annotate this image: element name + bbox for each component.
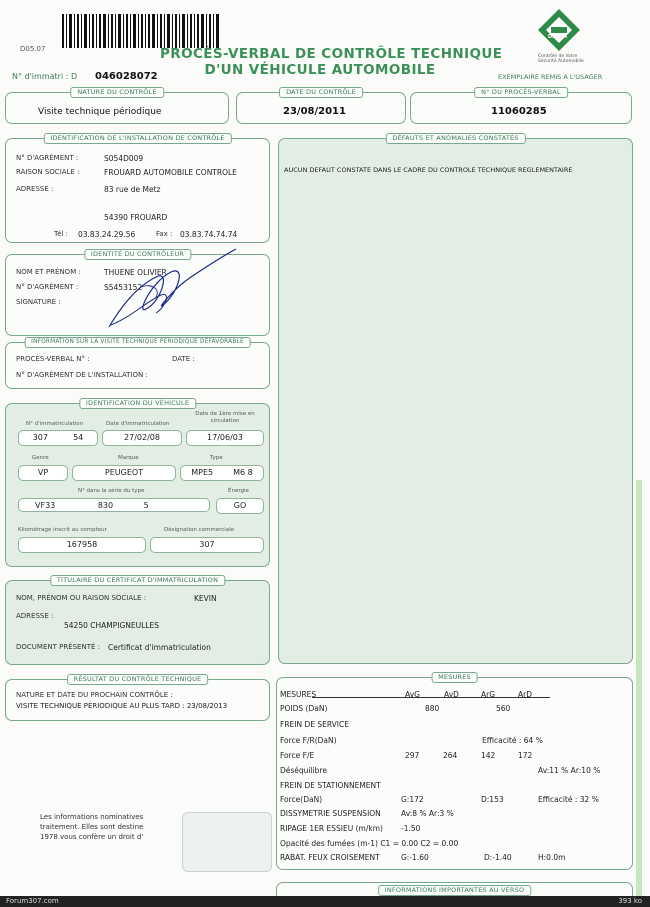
marque-field: PEUGEOT [72, 465, 176, 481]
defav-agrement-label: N° D'AGRÉMENT DE L'INSTALLATION : [16, 371, 148, 379]
defauts-text: AUCUN DEFAUT CONSTATE DANS LE CADRE DU CONTROLE TECHNIQUE REGLEMENTAIRE [284, 166, 573, 174]
mes-rabat-d: D:-1.40 [484, 853, 512, 862]
date-value: 23/08/2011 [283, 106, 346, 117]
genre-label: Genre [32, 455, 49, 461]
dekra-caption: Contrôle de Votre Sécurité Automobile [538, 54, 584, 64]
mes-col-avg: AvG [405, 690, 420, 699]
mes-rabat-h: H:0.0m [538, 853, 566, 862]
inst-tel-label: Tél : [54, 230, 68, 238]
tit-nom-label: NOM, PRÉNOM OU RAISON SOCIALE : [16, 594, 147, 602]
immat-redaction [51, 433, 71, 442]
inst-agrement-label: N° D'AGRÉMENT : [16, 154, 79, 162]
designation-label: Désignation commerciale [164, 527, 235, 533]
vehicule-header: IDENTIFICATION DU VÉHICULE [79, 398, 196, 409]
mes-force-ve-avg: 297 [405, 751, 420, 760]
notice-block [40, 812, 143, 842]
numero-value: 046028072 [95, 71, 158, 82]
energie-label: Énergie [228, 488, 249, 494]
date-1mc-label: Date de 1ère mise en circulation [195, 411, 255, 424]
notice-line2: traitement. Elles sont destine [40, 823, 144, 831]
defauts-header: DÉFAUTS ET ANOMALIES CONSTATÉS [385, 133, 525, 144]
tit-adresse-label: ADRESSE : [16, 612, 54, 620]
numero-label: N° d'immatri : D [12, 72, 78, 81]
notice-line3: 1978 vous confère un droit d' [40, 833, 144, 841]
immat-field [18, 430, 98, 446]
pv-value: 11060285 [491, 106, 547, 117]
inst-raison-value: FROUARD AUTOMOBILE CONTROLE [104, 168, 237, 177]
doc-ref: D05.07 [20, 45, 46, 53]
installation-box [5, 134, 270, 243]
mes-opacite-label: Opacité des fumées (m-1) C1 = 0.00 C2 = 0.00 [280, 839, 459, 848]
mes-force-ve-label: Force F/E [280, 751, 315, 760]
mes-deseq-value: Av:11 % Ar:10 % [538, 766, 601, 775]
type-value: MPE5 [191, 468, 214, 477]
mes-dissym-label: DISSYMETRIE SUSPENSION [280, 809, 381, 818]
type-field [180, 465, 264, 481]
date-box [236, 88, 406, 124]
controleur-header: IDENTITÉ DU CONTRÔLEUR [84, 249, 191, 260]
mes-dissym-value: Av:8 % Ar:3 % [401, 809, 454, 818]
mes-ripage-value: -1.50 [401, 824, 421, 833]
footer-left: Forum307.com [6, 897, 59, 905]
ctrl-agrement-label: N° D'AGRÉMENT : [16, 283, 79, 291]
inst-fax-label: Fax : [156, 230, 173, 238]
inst-raison-label: RAISON SOCIALE : [16, 168, 80, 176]
mes-col-ard: ArD [518, 690, 532, 699]
ctrl-signature-label: SIGNATURE : [16, 298, 61, 306]
serie-field [18, 498, 210, 512]
serie-value2: 830 [97, 501, 114, 510]
inst-agrement-value: S054D009 [104, 154, 144, 163]
dekra-logo [537, 8, 581, 52]
vehicule-box [5, 399, 270, 567]
mes-rabat-label: RABAT. FEUX CROISEMENT [280, 853, 380, 862]
genre-field: VP [18, 465, 68, 481]
exemplaire-label: EXEMPLAIRE REMIS A L'USAGER [498, 73, 603, 81]
dekra-text: DEKRA [548, 34, 568, 40]
mes-header-line [312, 697, 550, 698]
immat-value: 307 [32, 433, 48, 442]
signature-scribble [101, 247, 241, 337]
defauts-box [278, 134, 633, 664]
tit-document-label: DOCUMENT PRÉSENTÉ : [16, 643, 101, 651]
infos-header: INFORMATIONS IMPORTANTES AU VERSO [378, 885, 532, 896]
serie-redaction2 [113, 501, 141, 510]
nature-header: NATURE DU CONTRÔLE [70, 87, 164, 98]
mes-force-g: G:172 [401, 795, 424, 804]
mes-poids-label: POIDS (DaN) [280, 704, 328, 713]
stamp-placeholder [182, 812, 272, 872]
resultat-nature-value: VISITE TECHNIQUE PÉRIODIQUE AU PLUS TARD : 23/08/2013 [16, 702, 228, 710]
titulaire-box [5, 576, 270, 665]
title-line1: PROCÈS-VERBAL DE CONTRÔLE TECHNIQUE [160, 46, 503, 62]
inst-adresse-label: ADRESSE : [16, 185, 54, 193]
mes-ripage-label: RIPAGE 1ER ESSIEU (m/km) [280, 824, 383, 833]
resultat-box [5, 675, 270, 721]
nature-value: Visite technique périodique [38, 107, 162, 117]
inst-tel-value: 03.83.24.29.56 [78, 230, 136, 239]
mes-poids-av: 880 [425, 704, 440, 713]
notice-line1: Les informations nominatives [40, 813, 144, 821]
type-redaction [213, 468, 233, 477]
barcode [62, 14, 222, 50]
mes-force-eff2: Efficacité : 32 % [538, 795, 599, 804]
mes-col-avd: AvD [444, 690, 459, 699]
mes-force-ve-avd: 264 [443, 751, 458, 760]
mesures-header: MESURES [431, 672, 478, 683]
designation-field: 307 [150, 537, 264, 553]
footer-right: 393 ko [618, 897, 642, 905]
type-value3: 8 [247, 468, 253, 477]
mes-col-row: MESURES [280, 690, 317, 699]
mes-rabat-g: G:-1.60 [401, 853, 429, 862]
tit-ville: 54250 CHAMPIGNEULLES [64, 621, 159, 630]
serie-value3: 5 [143, 501, 149, 510]
inst-adresse-value: 83 rue de Metz [104, 185, 161, 194]
serie-label: N° dans la série du type [78, 488, 145, 494]
serie-value: VF33 [35, 501, 56, 510]
immat-label: N° d'immatriculation [26, 421, 84, 427]
mes-force-dan-label: Force(DaN) [280, 795, 323, 804]
visite-defavorable-box [5, 339, 270, 389]
mes-force-ve-arg: 142 [481, 751, 496, 760]
tit-nom-value: KEVIN [194, 594, 217, 603]
tit-document-value: Certificat d'immatriculation [108, 643, 211, 652]
installation-header: IDENTIFICATION DE L'INSTALLATION DE CONTRÔLE [43, 133, 231, 144]
energie-field: GO [216, 498, 264, 514]
mes-force-eff: Efficacité : 64 % [482, 736, 543, 745]
mes-poids-ar: 560 [496, 704, 511, 713]
mes-force-d: D:153 [481, 795, 504, 804]
resultat-nature-label: NATURE ET DATE DU PROCHAIN CONTRÔLE : [16, 691, 173, 699]
km-label: Kilométrage inscrit au compteur [18, 527, 107, 533]
type-value2: M6 [233, 468, 246, 477]
pv-header: N° DU PROCÈS-VERBAL [474, 87, 568, 98]
pv-box [410, 88, 632, 124]
type-label: Type [210, 455, 223, 461]
date-header: DATE DU CONTRÔLE [279, 87, 363, 98]
ctrl-nom-value: THUENE OLIVIER [104, 268, 167, 277]
defav-header: INFORMATION SUR LA VISITE TECHNIQUE PÉRIODIQUE DÉFAVORABLE [24, 337, 251, 348]
date-1mc-field: 17/06/03 [186, 430, 264, 446]
resultat-header: RÉSULTAT DU CONTRÔLE TECHNIQUE [67, 674, 209, 685]
immat-value2: 54 [73, 433, 84, 442]
mes-col-arg: ArG [481, 690, 496, 699]
nature-box [5, 88, 229, 124]
ctrl-agrement-value: S5453152 [104, 283, 143, 292]
watermark-bar [0, 896, 650, 907]
defav-date-label: DATE : [172, 355, 195, 363]
title-line2: D'UN VÉHICULE AUTOMOBILE [204, 62, 436, 78]
mes-force-ve-ard: 172 [518, 751, 533, 760]
serie-redaction1 [55, 501, 95, 510]
mes-deseq-label: Déséquilibre [280, 766, 327, 775]
green-edge [636, 480, 642, 900]
inst-fax-value: 03.83.74.74.74 [180, 230, 238, 239]
km-field: 167958 [18, 537, 146, 553]
mes-frein-stat: FREIN DE STATIONNEMENT [280, 781, 381, 790]
inst-ville: 54390 FROUARD [104, 213, 168, 222]
controleur-box [5, 250, 270, 336]
date-immat-label: Date d'immatriculation [106, 421, 170, 427]
dekra-diamond-icon [537, 8, 581, 52]
marque-label: Marque [118, 455, 139, 461]
titulaire-header: TITULAIRE DU CERTIFICAT D'IMMATRICULATION [50, 575, 225, 586]
mes-force-label: Force F/R(DaN) [280, 736, 337, 745]
date-immat-field: 27/02/08 [102, 430, 182, 446]
ctrl-nom-label: NOM ET PRÉNOM : [16, 268, 81, 276]
mes-frein-service: FREIN DE SERVICE [280, 720, 349, 729]
defav-pv-label: PROCÈS-VERBAL N° : [16, 355, 90, 363]
